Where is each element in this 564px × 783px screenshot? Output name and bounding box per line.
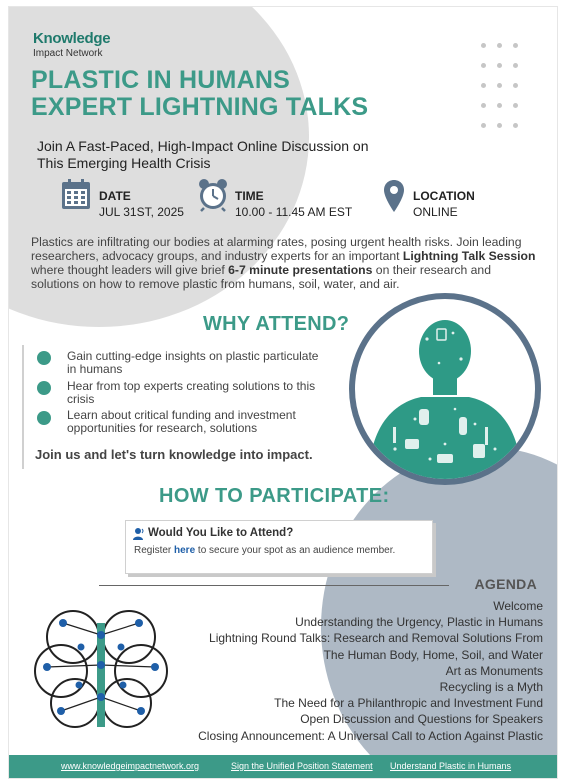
intro-bold-1: Lightning Talk Session xyxy=(402,249,536,263)
map-pin-icon xyxy=(383,179,405,218)
time-label: TIME xyxy=(235,189,264,203)
calendar-icon xyxy=(61,178,91,215)
subtitle-line-1: Join A Fast-Paced, High-Impact Online Discussion on xyxy=(37,138,369,154)
agenda-heading: AGENDA xyxy=(474,576,537,592)
register-text-before: Register xyxy=(134,545,175,556)
intro-text-1: Plastics are infiltrating our bodies at alarming rates, posing urgent health risks. Join leading researchers, advocacy groups, and industry experts for an important xyxy=(31,235,522,263)
register-here-link[interactable]: here xyxy=(174,545,196,556)
person-speaking-icon xyxy=(133,527,146,545)
agenda-item: Welcome xyxy=(493,599,543,613)
time-value: 10.00 - 11.45 AM EST xyxy=(235,205,353,219)
human-silhouette-illustration xyxy=(349,293,541,485)
footer-bar xyxy=(9,755,557,778)
location-block xyxy=(413,189,475,219)
footer-website-link[interactable]: www.knowledgeimpactnetwork.org xyxy=(61,761,200,771)
bullet-dot xyxy=(37,381,51,395)
vertical-divider xyxy=(22,345,24,469)
agenda-item: Understanding the Urgency, Plastic in Humans xyxy=(295,615,543,630)
location-label: LOCATION xyxy=(413,189,475,203)
intro-paragraph xyxy=(31,235,537,291)
location-value: ONLINE xyxy=(413,205,458,219)
footer-position-statement-link[interactable]: Sign the Unified Position Statement xyxy=(231,761,373,771)
subtitle-line-2: This Emerging Health Crisis xyxy=(37,155,211,171)
join-tagline: Join us and let's turn knowledge into impact. xyxy=(35,447,313,462)
agenda-item: The Human Body, Home, Soil, and Water xyxy=(323,647,543,662)
title-line-2: EXPERT LIGHTNING TALKS xyxy=(31,93,369,121)
registration-card xyxy=(125,520,433,574)
agenda-list xyxy=(198,598,543,744)
why-item-3 xyxy=(67,409,296,435)
agenda-item: Recycling is a Myth xyxy=(439,680,543,695)
page-title xyxy=(31,67,368,121)
bullet-dot xyxy=(37,411,51,425)
brand-logo-subtitle: Impact Network xyxy=(33,48,103,59)
brand-logo-name: Knowledge xyxy=(33,30,111,47)
brain-network-graphic xyxy=(31,605,171,738)
page-subtitle xyxy=(37,138,417,172)
register-text-after: to secure your spot as an audience member. xyxy=(195,545,396,556)
registration-card-text xyxy=(134,545,395,556)
bullet-dot xyxy=(37,351,51,365)
alarm-clock-icon xyxy=(197,178,229,217)
why-item-1 xyxy=(67,350,318,376)
why-item-3-line-1: Learn about critical funding and investment xyxy=(67,408,296,422)
time-block xyxy=(235,189,352,219)
agenda-item: Open Discussion and Questions for Speakers xyxy=(300,712,543,727)
agenda-item: Lightning Round Talks: Research and Removal Solutions From xyxy=(209,631,543,646)
why-item-3-line-2: opportunities for research, solutions xyxy=(67,421,258,435)
date-block xyxy=(99,189,184,219)
decorative-dot-grid xyxy=(481,43,521,128)
why-item-2-line-2: crisis xyxy=(67,392,95,406)
why-item-1-line-2: in humans xyxy=(67,362,123,376)
flyer-page xyxy=(8,6,558,779)
why-item-2 xyxy=(67,380,315,406)
date-value: JUL 31ST, 2025 xyxy=(99,205,184,219)
agenda-divider xyxy=(99,585,449,586)
date-label: DATE xyxy=(99,189,131,203)
intro-text-2: where thought leaders will give brief xyxy=(31,263,229,277)
footer-understand-plastic-link[interactable]: Understand Plastic in Humans xyxy=(390,761,512,771)
intro-bold-2: 6-7 minute presentations xyxy=(228,263,373,277)
why-item-1-line-1: Gain cutting-edge insights on plastic particulate xyxy=(67,349,319,363)
intro-text-3: on their research and solutions on how to remove plastic from humans, soil, water, and air. xyxy=(31,263,491,291)
agenda-item: The Need for a Philanthropic and Investment Fund xyxy=(274,696,543,711)
how-to-participate-heading: HOW TO PARTICIPATE: xyxy=(159,485,390,507)
agenda-item: Art as Monuments xyxy=(445,663,543,678)
title-line-1: PLASTIC IN HUMANS xyxy=(31,66,290,94)
registration-card-title: Would You Like to Attend? xyxy=(148,527,294,539)
why-attend-heading: WHY ATTEND? xyxy=(203,313,350,335)
agenda-item: Closing Announcement: A Universal Call to Action Against Plastic xyxy=(198,728,543,743)
why-item-2-line-1: Hear from top experts creating solutions to this xyxy=(67,379,316,393)
